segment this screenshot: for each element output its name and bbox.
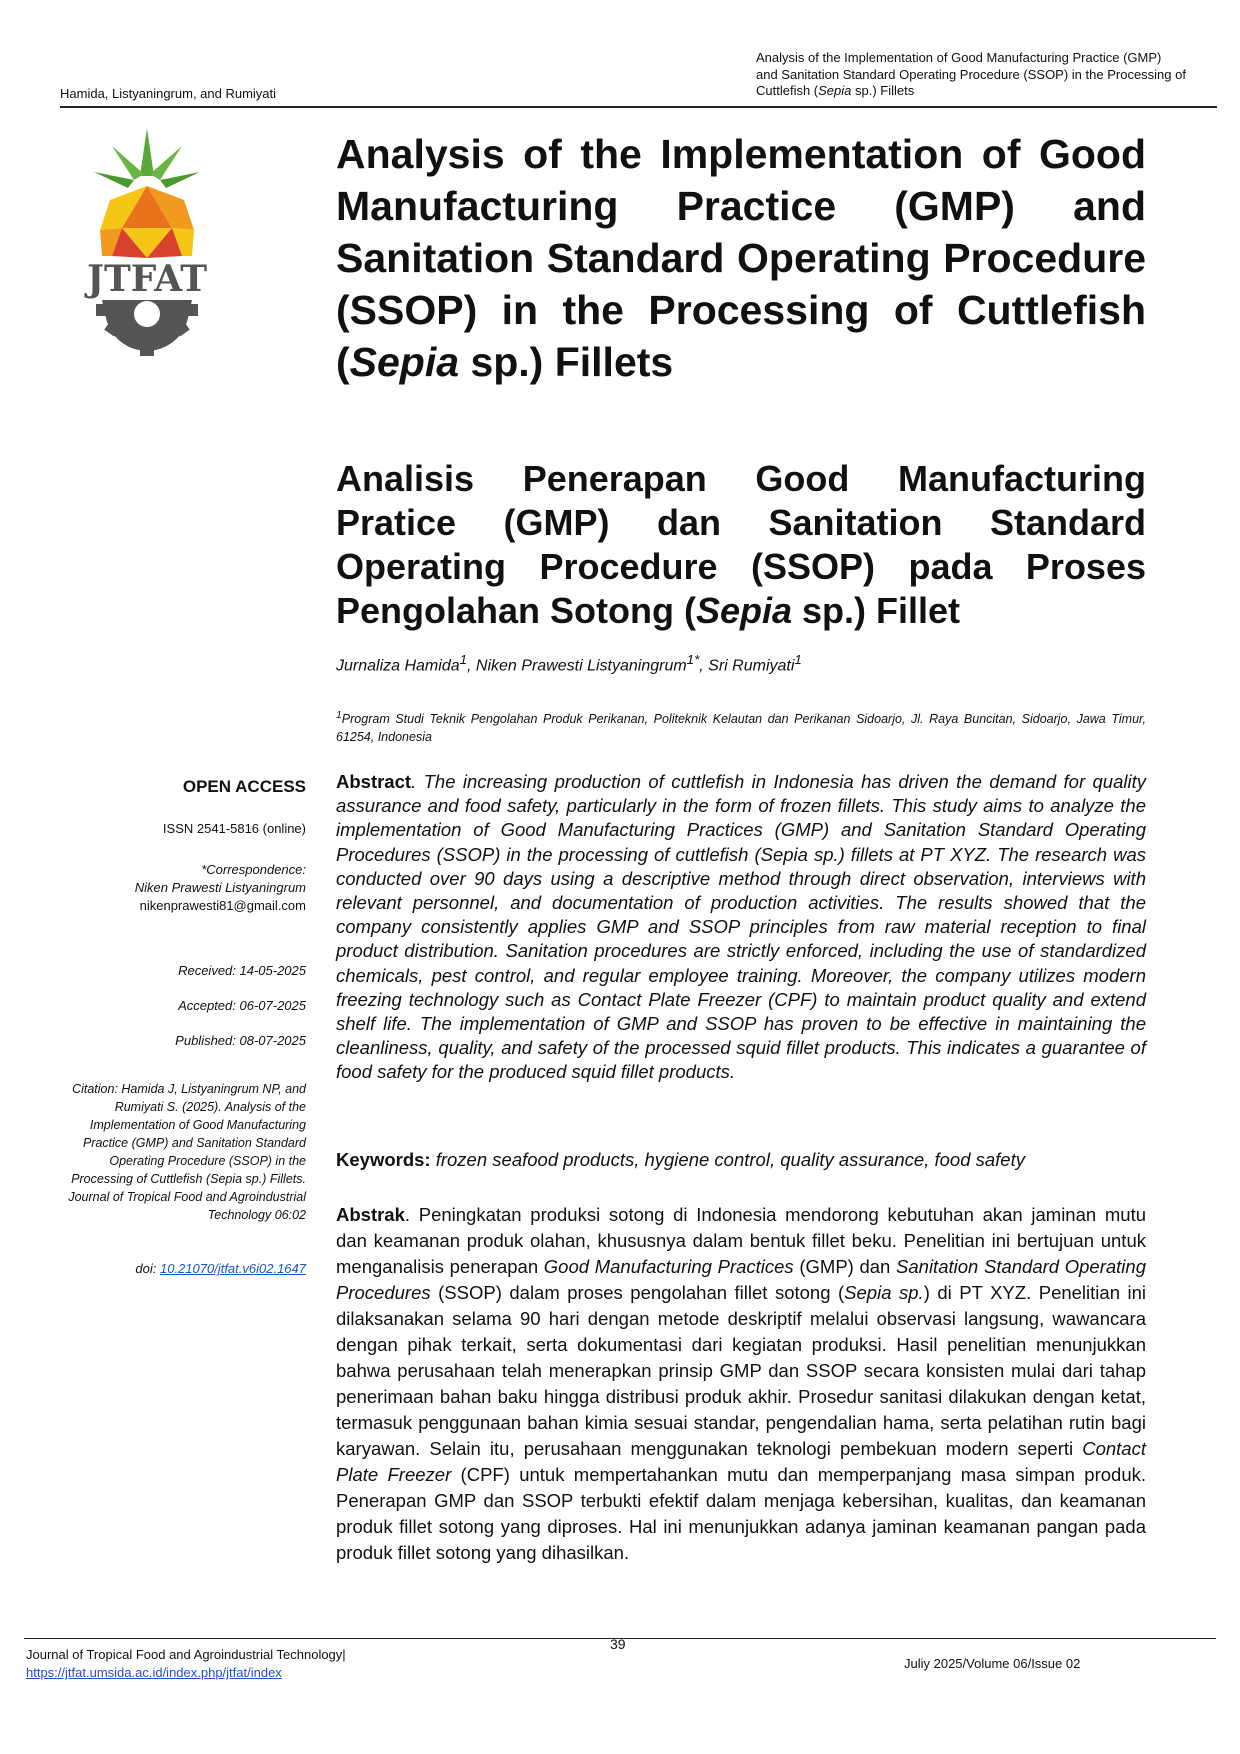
- correspondence-label: *Correspondence:: [201, 862, 306, 877]
- paper-title: Analysis of the Implementation of Good Manufacturing Practice (GMP) and Sanitation Standard Operating Procedure (SSOP) in the Processing of Cuttlefish (Sepia sp.) Fillets: [336, 131, 1146, 385]
- affiliation: $^1$Program Studi Teknik Pengolahan Produk Perikanan, Politeknik Kelautan dan Perikanan Sidoarjo, Jl. Raya Buncitan, Sidoarjo, Jawa Timur, 61254, Indonesia: [336, 710, 1146, 745]
- page-number: 39: [610, 1636, 626, 1652]
- abstract-label: Abstract: [336, 771, 412, 792]
- footer-issue: Juliy 2025/Volume 06/Issue 02: [904, 1656, 1081, 1671]
- doi-link[interactable]: 10.21070/jtfat.v6i02.1647: [159, 1261, 306, 1276]
- running-header-authors: Hamida, Listyaningrum, and Rumiyati: [60, 86, 277, 101]
- keywords-label: Keywords:: [336, 1149, 431, 1170]
- pineapple-body-icon: [100, 186, 194, 258]
- gear-icon: [96, 300, 198, 356]
- logo-text: JTFAT: [86, 258, 208, 300]
- published-date: Published: 08-07-2025: [175, 1033, 306, 1048]
- issn: ISSN 2541-5816 (online): [162, 821, 306, 836]
- correspondence-name: Niken Prawesti Listyaningrum: [134, 880, 306, 895]
- footer-journal: [26, 1646, 346, 1682]
- doi: doi: 10.21070/jtfat.v6i02.1647: [135, 1261, 306, 1276]
- open-access-label: OPEN ACCESS: [182, 777, 306, 796]
- running-header-title: Analysis of the Implementation of Good Manufacturing Practice (GMP) and Sanitation Standard Operating Procedure (SSOP) in the Processing of Cuttlefish (Sepia sp.) Fillets: [756, 50, 1186, 98]
- correspondence: [135, 861, 306, 915]
- keywords: [336, 1148, 1146, 1172]
- paper-subtitle-indonesian: Analisis Penerapan Good Manufacturing Pratice (GMP) dan Sanitation Standard Operating Procedure (SSOP) pada Proses Pengolahan Sotong (Sepia sp.) Fillet: [336, 458, 1146, 631]
- footer-journal-name: Journal of Tropical Food and Agroindustrial Technology|: [26, 1647, 346, 1662]
- abstract-text: . The increasing production of cuttlefish in Indonesia has driven the demand for quality assurance and food safety, particularly in the form of frozen fillets. This study aims to analyze the implementation of Good Manufacturing Practices (GMP) and Sanitation Standard Operating Procedures (SSOP) in the processing of cuttlefish (Sepia sp.) fillets at PT XYZ. The research was conducted over 90 days using a descriptive method through direct observation, interviews with relevant personnel, and documentation of production activities. The results showed that the company consistently applies GMP and SSOP principles from raw material reception to final product distribution. Sanitation procedures are strictly enforced, including the use of standardized chemicals, pest control, and regular employee training. Moreover, the company utilizes modern freezing technology such as Contact Plate Freezer (CPF) to maintain product quality and extend shelf life. The implementation of GMP and SSOP has proven to be effective in maintaining the cleanliness, quality, and safety of the processed squid fillet products. This indicates a guarantee of food safety for the produced squid fillet products.: [336, 771, 1146, 1083]
- abstrak-label: Abstrak: [336, 1204, 405, 1225]
- abstract-indonesian: Abstrak. Peningkatan produksi sotong di Indonesia mendorong kebutuhan akan jaminan mutu dan keamanan produk olahan, khususnya dalam bentuk fillet beku. Penelitian ini bertujuan untuk menganalisis penerapan Good Manufacturing Practices (GMP) dan Sanitation Standard Operating Procedures (SSOP) dalam proses pengolahan fillet sotong (Sepia sp.) di PT XYZ. Penelitian ini dilaksanakan selama 90 hari dengan metode deskriptif melalui observasi langsung, wawancara dengan pihak terkait, serta dokumentasi dari kegiatan produksi. Hasil penelitian menunjukkan bahwa perusahaan telah menerapkan prinsip GMP dan SSOP secara konsisten mulai dari tahap penerimaan bahan baku hingga distribusi produk akhir. Prosedur sanitasi dilakukan dengan ketat, termasuk penggunaan bahan kimia sesuai standar, pengendalian hama, serta pelatihan rutin bagi karyawan. Selain itu, perusahaan menggunakan teknologi pembekuan modern seperti Contact Plate Freezer (CPF) untuk mempertahankan mutu dan memperpanjang masa simpan produk. Penerapan GMP dan SSOP terbukti efektif dalam menjaga kebersihan, kualitas, dan keamanan produk fillet sotong yang diproses. Hal ini menunjukkan adanya jaminan keamanan pangan pada produk fillet sotong yang dihasilkan.: [336, 1204, 1147, 1563]
- author-list: Jurnaliza Hamida$^1$, Niken Prawesti Listyaningrum$^{1*}$, Sri Rumiyati$^1$: [336, 652, 802, 675]
- keywords-text: frozen seafood products, hygiene control, quality assurance, food safety: [430, 1149, 1025, 1170]
- citation: Citation: Hamida J, Listyaningrum NP, and Rumiyati S. (2025). Analysis of the Implementation of Good Manufacturing Practice (GMP) and Sanitation Standard Operating Procedure (SSOP) in the Processing of Cuttlefish (Sepia sp.) Fillets. Journal of Tropical Food and Agroindustrial Technology 06:02: [68, 1082, 306, 1222]
- received-date: Received: 14-05-2025: [178, 963, 306, 978]
- correspondence-email: nikenprawesti81@gmail.com: [139, 898, 306, 913]
- journal-logo: [82, 128, 212, 358]
- footer-journal-link[interactable]: https://jtfat.umsida.ac.id/index.php/jtfat/index: [26, 1665, 282, 1680]
- abstract-english: [336, 770, 1146, 1085]
- header-divider: [60, 106, 1217, 108]
- pineapple-leaves-icon: [94, 128, 200, 188]
- accepted-date: Accepted: 06-07-2025: [178, 998, 306, 1013]
